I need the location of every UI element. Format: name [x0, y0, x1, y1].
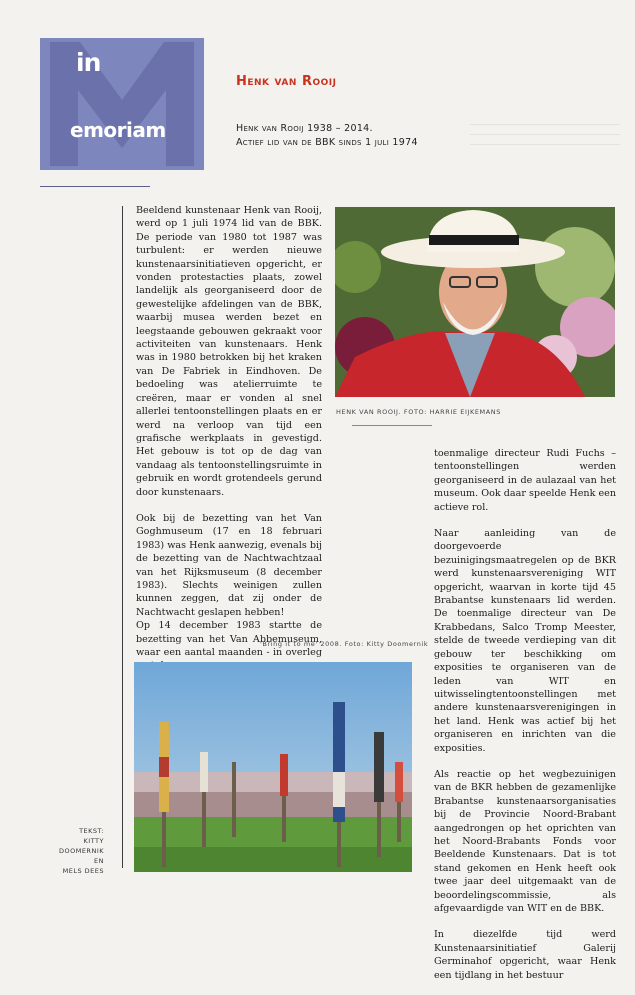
left-column	[136, 204, 322, 686]
paragraph: Beeldend kunstenaar Henk van Rooij, werd op 1 juli 1974 lid van de BBK. De periode van 1980 tot 1987 was turbulent: er werden nieuwe kunstenaarsinitiatieven opgericht, er vonden protestacties plaats, zowel landelijk als georganiseerd door de gewestelijke afdelingen van de BBK, waarbij musea werden bezet en leegstaande gebouwen gekraakt voor activiteiten van kunstenaars. Henk was in 1980 betrokken bij het kraken van De Fabriek in Eindhoven. De bedoeling was atelierruimte te creëren, maar er vonden al snel allerlei tentoonstellingen plaats en er werd na verloop van tijd een grafische werkplaats in gevestigd. Het gebouw is tot op de dag van vandaag als tentoonstellingsruimte in gebruik en wordt grotendeels gerund door kunstenaars.	[136, 205, 322, 498]
portrait-caption: HENK VAN ROOIJ. FOTO: HARRIE EIJKEMANS	[336, 408, 501, 416]
artwork-photo	[134, 662, 412, 872]
memoriam-m-glyph	[40, 38, 204, 170]
paragraph: Als reactie op het wegbezuinigen van de BKR hebben de gezamenlijke Brabantse kunstenaarsorganisaties bij de Provincie Noord-Brabant aangedrongen op het oprichten van het Noord-Brabants Fonds voor Beeldende Kunstenaars. Dat is tot stand gekomen en Henk heeft ook twee jaar deel uitgemaakt van de beoordelingscommissie, als afgevaardigde van WIT en de BBK.	[434, 768, 616, 914]
subtitle-line-dates: Henk van Rooij 1938 – 2014.	[236, 123, 373, 134]
portrait-photo	[335, 207, 615, 397]
in-memoriam-logo	[40, 38, 204, 170]
logo-divider	[40, 186, 150, 187]
credit-label: TEKST:	[79, 827, 104, 835]
paragraph: In diezelfde tijd werd Kunstenaarsinitiatief Galerij Germinahof opgericht, waar Henk een tijdlang in het bestuur	[434, 929, 616, 981]
paragraph: Ook bij de bezetting van het Van Goghmuseum (17 en 18 februari 1983) was Henk aanwezig, evenals bij de bezetting van de Nachtwachtzaal van het Rijksmuseum (8 december 1983). Slechts weinigen zullen kunnen zeggen, dat zij onder de Nachtwacht geslapen hebben!	[136, 512, 322, 618]
credit-author-1: KITTY DOOMERNIK	[58, 837, 104, 855]
article-subtitle	[236, 122, 496, 150]
credit-author-2: MELS DEES	[62, 867, 104, 875]
logo-emoriam-text: emoriam	[70, 118, 166, 142]
paragraph: toenmalige directeur Rudi Fuchs – tentoonstellingen werden georganiseerd in de aulazaal van het museum. Ook daar speelde Henk een actieve rol.	[434, 448, 616, 513]
caption-divider	[352, 425, 432, 426]
paragraph: Naar aanleiding van de doorgevoerde bezuinigingsmaatregelen op de BKR werd kunstenaarsvereniging WIT opgericht, waarvan in korte tijd 45 Brabantse kunstenaars lid werden. De toenmalige directeur van De Krabbedans, Salco Tromp Meester, stelde de tweede verdieping van dit gebouw ter beschikking om exposities te organiseren van de leden van WIT en uitwisselingtentoonstellingen met andere kunstenaarsverenigingen in het land. Henk was actief bij het organiseren en inrichten van die exposities.	[434, 528, 616, 754]
right-column	[434, 447, 616, 995]
logo-in-text: in	[76, 48, 101, 77]
subtitle-line-membership: Actief lid van de BBK sinds 1 juli 1974	[236, 137, 418, 148]
article-title: Henk van Rooij	[236, 74, 337, 89]
artwork-caption: 'Bring it to me' 2008. Foto: Kitty Doomernik	[260, 640, 429, 648]
paragraph: Op 14 december 1983 startte de bezetting van het Van Abbemuseum, waar een aantal maanden - in overleg	[136, 620, 322, 658]
author-credit	[44, 826, 104, 876]
credit-and: EN	[94, 857, 104, 865]
column-rule	[122, 206, 123, 868]
